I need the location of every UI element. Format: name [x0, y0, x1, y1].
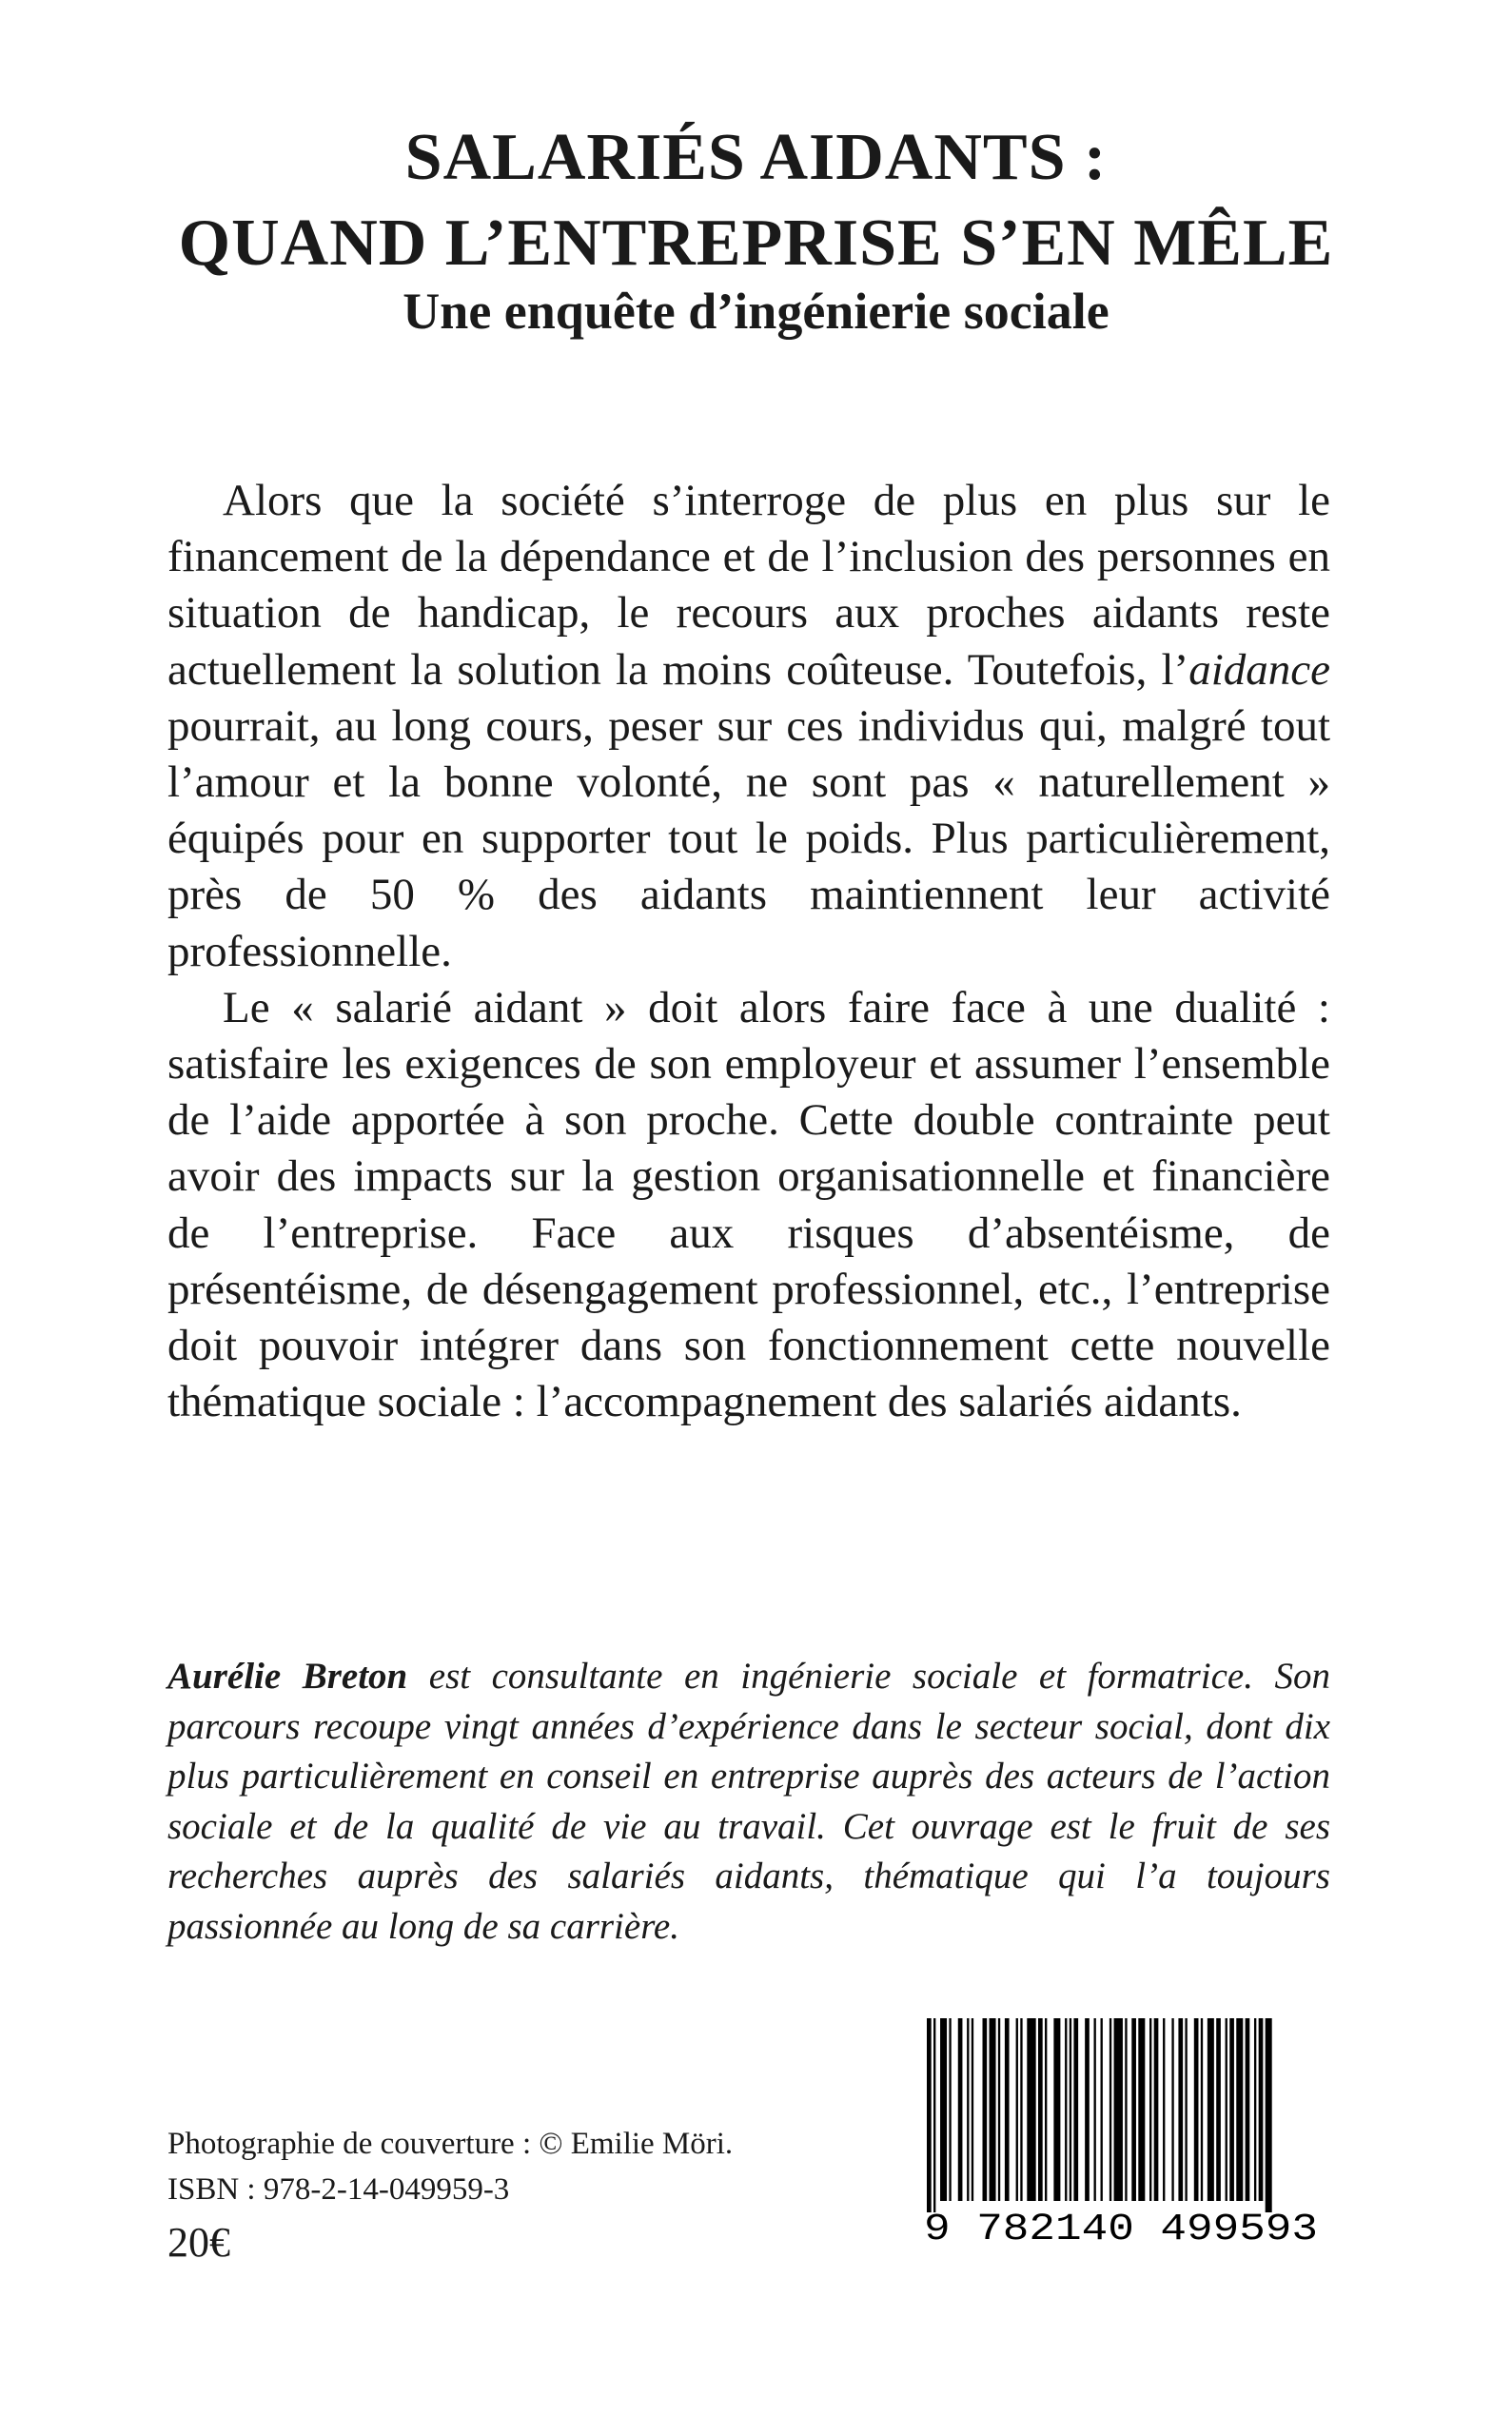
author-bio-paragraph	[167, 1652, 1330, 1952]
price: 20€	[167, 2219, 230, 2266]
barcode-bar	[1138, 2018, 1145, 2201]
barcode-bar	[1016, 2018, 1018, 2201]
barcode-bar	[1171, 2018, 1173, 2201]
barcode-bar	[1178, 2018, 1183, 2201]
barcode-bar	[1236, 2018, 1243, 2201]
barcode-bar	[949, 2018, 951, 2201]
credits-block	[167, 2121, 733, 2271]
author-name: Aurélie Breton	[167, 1656, 408, 1697]
summary-paragraph-2: Le « salarié aidant » doit alors faire face à une dualité : satisfaire les exigences de son employeur et assumer l’ensemble de l’aide apportée à son proche. Cette double contrainte peut avoir des impacts sur la gestion organisationnelle et financière de l’entreprise. Face aux risques d’absentéisme, de présentéisme, de désengagement professionnel, etc., l’entreprise doit pouvoir intégrer dans son fonctionnement cette nouvelle thématique sociale : l’accompagnement des salariés aidants.	[167, 982, 1330, 1427]
barcode-digits: 9 782140 499593	[924, 2209, 1318, 2245]
author-bio-text: est consultante en ingénierie sociale et formatrice. Son parcours recoupe vingt années d’expérience dans le secteur social, dont dix plus particulièrement en conseil en entreprise auprès des acteurs de l’action sociale et de la qualité de vie au travail. Cet ouvrage est le fruit de ses recherches auprès des salariés aidants, thématique qui l’a toujours passionnée au long de sa carrière.	[167, 1656, 1331, 1947]
barcode-bar	[1109, 2018, 1111, 2201]
barcode-bar	[1208, 2018, 1214, 2201]
barcode-bar	[1027, 2018, 1035, 2201]
barcode-bar	[1266, 2018, 1272, 2212]
summary-p1-end: pourrait, au long cours, peser sur ces individus qui, malgré tout l’amour et la bonne volonté, ne sont pas « naturellement » équipés pour en supporter tout le poids. Plus particulièrement, près de 50 % des aidants maintiennent leur activité professionnelle.	[167, 700, 1330, 976]
barcode-bar	[1254, 2018, 1256, 2201]
barcode-bar	[1038, 2018, 1043, 2201]
barcode-bar	[998, 2018, 1000, 2201]
barcode-bar	[983, 2018, 988, 2201]
barcode-bar	[1149, 2018, 1151, 2201]
barcode-bar	[1094, 2018, 1096, 2201]
book-subtitle: Une enquête d’ingénierie sociale	[403, 283, 1109, 340]
barcode-bar	[990, 2018, 996, 2201]
summary-paragraph-1	[167, 473, 1330, 980]
barcode-bar	[1201, 2018, 1203, 2201]
barcode-bar	[1114, 2018, 1123, 2201]
barcode-bar	[1185, 2018, 1187, 2201]
barcode-bar	[958, 2018, 963, 2201]
barcode-bar	[1005, 2018, 1010, 2201]
barcode-bar	[972, 2018, 973, 2201]
isbn-barcode	[921, 2014, 1321, 2245]
barcode-bar	[1131, 2018, 1136, 2201]
barcode-bar	[940, 2018, 947, 2201]
barcode-bar	[927, 2018, 932, 2212]
barcode-bar	[1194, 2018, 1199, 2201]
barcode-bar	[1216, 2018, 1221, 2201]
barcode-bar	[1259, 2018, 1264, 2201]
barcode-bar	[1154, 2018, 1159, 2201]
summary-p1-italic-term: aidance	[1188, 644, 1330, 695]
barcode-bar	[1246, 2018, 1250, 2201]
barcode-bar	[1163, 2018, 1165, 2201]
barcode-bar	[1070, 2018, 1071, 2201]
barcode-bar	[1045, 2018, 1047, 2201]
summary-text	[167, 473, 1330, 1430]
barcode-bar	[1053, 2018, 1060, 2201]
barcode-bar	[1229, 2018, 1234, 2201]
author-bio	[167, 1652, 1330, 1952]
book-title-line-2: QUAND L’ENTREPRISE S’EN MÊLE	[178, 206, 1334, 280]
barcode-bar	[1073, 2018, 1078, 2201]
barcode-bar	[967, 2018, 969, 2201]
barcode-bar	[1125, 2018, 1127, 2201]
photo-credit: Photographie de couverture : © Emilie Möri.	[167, 2127, 734, 2161]
summary-p1-start: Alors que la société s’interroge de plus en plus sur le financement de la dépendance et de l’inclusion des personnes en situation de handicap, le recours aux proches aidants reste actuellement la solution la moins coûteuse. Toutefois, l’	[167, 476, 1330, 695]
barcode-bar	[1020, 2018, 1022, 2201]
isbn: ISBN : 978-2-14-049959-3	[167, 2172, 510, 2207]
barcode-bar	[1085, 2018, 1090, 2201]
barcode-bar	[1065, 2018, 1067, 2201]
barcode-bar	[933, 2018, 935, 2212]
book-title-line-1: SALARIÉS AIDANTS :	[404, 121, 1108, 194]
barcode-bar	[1226, 2018, 1227, 2201]
barcode-bar	[1101, 2018, 1103, 2201]
